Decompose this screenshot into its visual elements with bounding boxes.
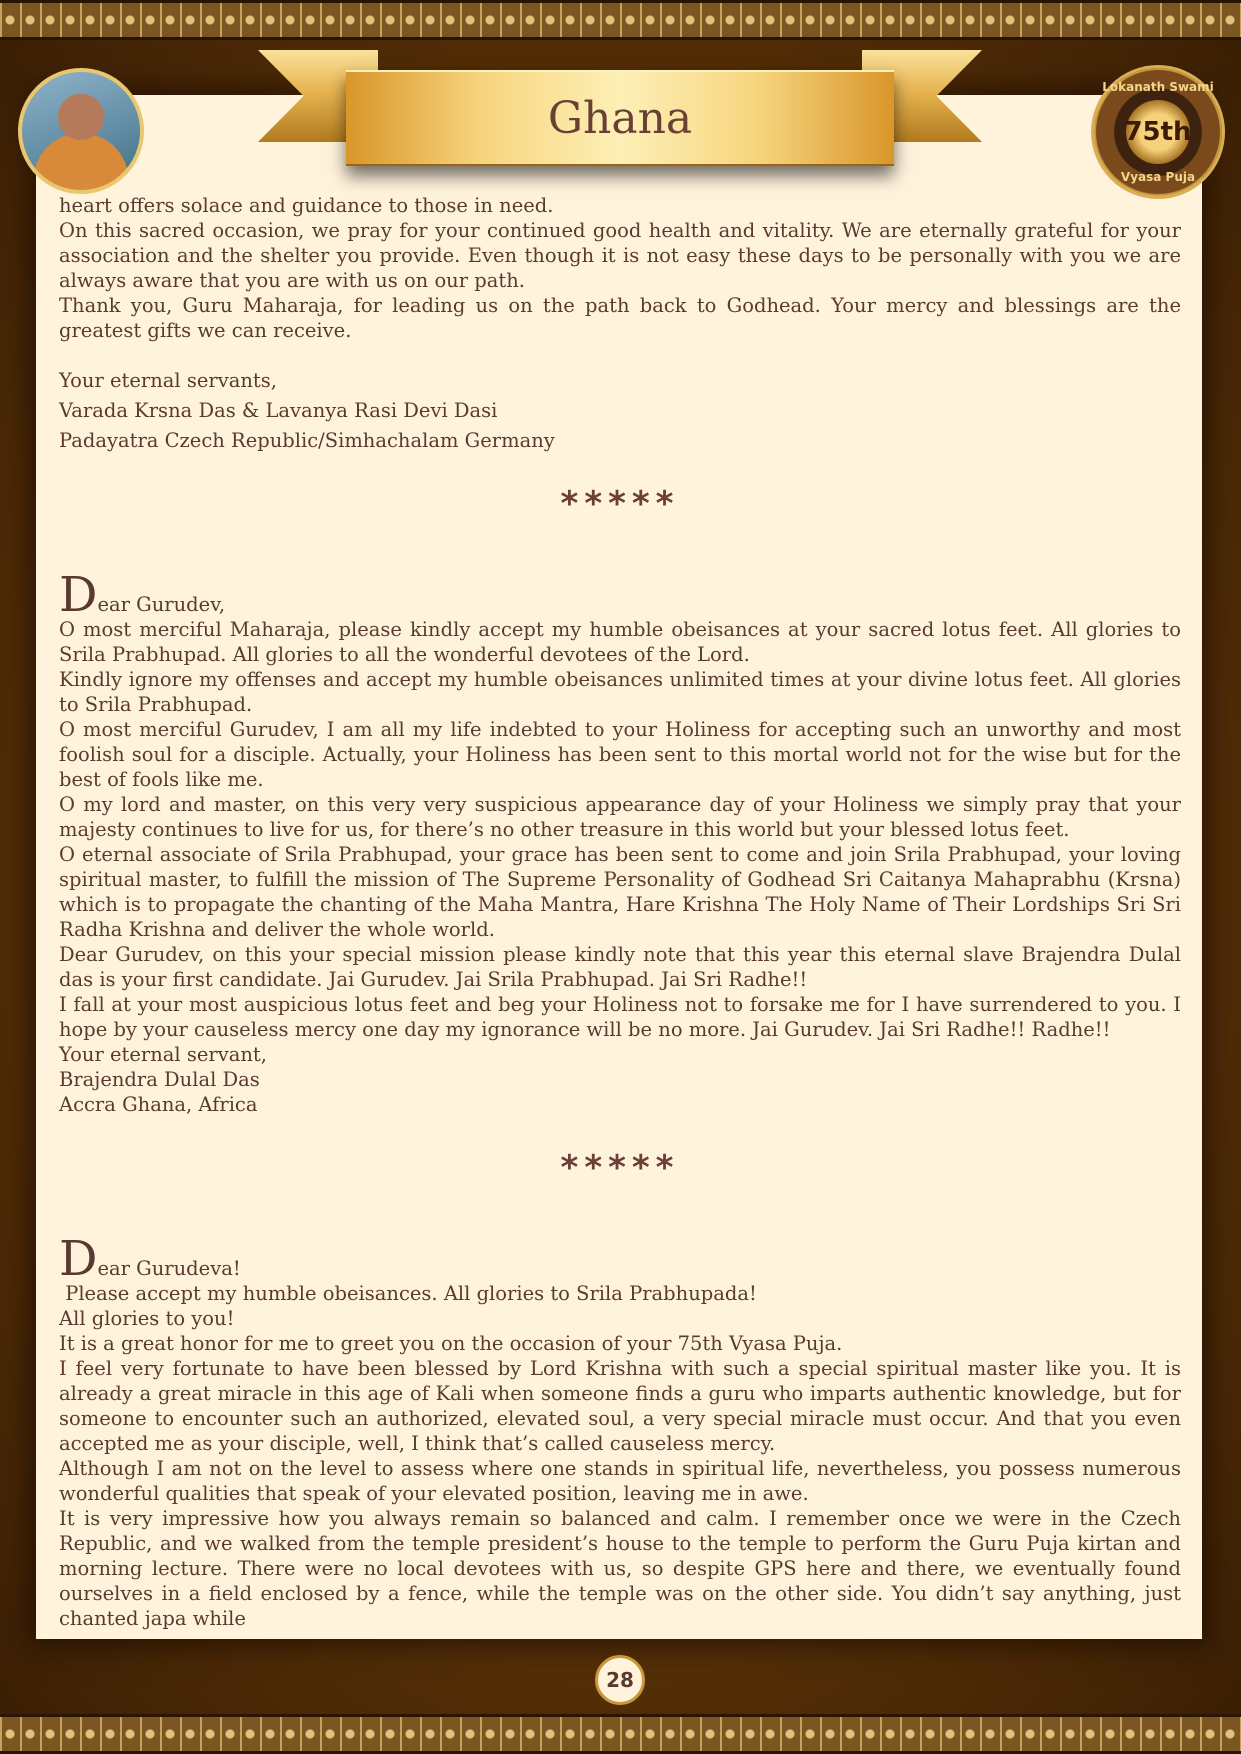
signature-name: Brajendra Dulal Das: [59, 1068, 260, 1091]
signature-place: Accra Ghana, Africa: [59, 1093, 258, 1116]
paragraph: Kindly ignore my offenses and accept my humble obeisances unlimited times at your divine lotus feet. All glories to Srila Prabhupad.: [59, 668, 1181, 716]
paragraph: All glories to you!: [59, 1307, 235, 1330]
badge-number: 75th: [1124, 117, 1192, 147]
paragraph: It is very impressive how you always remain so balanced and calm. I remember once we were in the Czech Republic, and we walked from the temple president’s house to the temple to perform the Guru Puja kirtan and morning lecture. There were no local devotees with us, so despite GPS here and there, we eventually found ourselves in a field enclosed by a fence, while the temple was on the other side. You didn’t say anything, just chanted japa while: [59, 1507, 1181, 1630]
badge-medallion: [1126, 100, 1190, 164]
drop-cap: D: [59, 1231, 98, 1287]
ribbon-banner: [346, 70, 894, 166]
anniversary-badge: [1094, 68, 1222, 196]
paragraph: Although I am not on the level to assess where one stands in spiritual life, nevertheless, you possess numerous wonderful qualities that speak of your elevated position, leaving me in awe.: [59, 1457, 1181, 1505]
paragraph: Dear Gurudev, on this your special mission please kindly note that this year this eternal slave Brajendra Dulal das is your first candidate. Jai Gurudev. Jai Srila Prabhupad. Jai Sri Radhe!!: [59, 943, 1181, 991]
paragraph: I fall at your most auspicious lotus feet and beg your Holiness not to forsake me for I have surrendered to you. I hope by your causeless mercy one day my ignorance will be no more. Jai Gurudev. Jai Sri Radhe!! Radhe!!: [59, 993, 1181, 1041]
paragraph: heart offers solace and guidance to those in need.: [59, 194, 554, 217]
paragraph: Please accept my humble obeisances. All glories to Srila Prabhupada!: [59, 1282, 757, 1305]
letter-2: [59, 567, 1181, 1117]
badge-top-text: Lokanath Swami: [1102, 80, 1214, 94]
page-number: 28: [595, 1655, 645, 1705]
section-separator: *****: [560, 1148, 680, 1188]
section-separator: *****: [560, 484, 680, 524]
letters-content: [59, 193, 1181, 1631]
paragraph: I feel very fortunate to have been blessed by Lord Krishna with such a special spiritual master like you. It is already a great miracle in this age of Kali when someone finds a guru who imparts authentic knowledge, but for someone to encounter such an authorized, elevated soul, a very special miracle must occur. And that you even accepted me as your disciple, well, I think that’s called causeless mercy.: [59, 1357, 1181, 1455]
letter-greeting: [59, 567, 1181, 623]
signature-names: Varada Krsna Das & Lavanya Rasi Devi Dasi: [59, 399, 498, 422]
letter-greeting: [59, 1231, 1181, 1287]
closing-line: Your eternal servants,: [59, 369, 277, 392]
title-ribbon: [258, 50, 982, 180]
badge-bottom-text: Vyasa Puja: [1120, 170, 1196, 184]
closing-line: Your eternal servant,: [59, 1043, 267, 1066]
page-title: Ghana: [547, 92, 693, 144]
greeting-text: ear Gurudeva!: [97, 1257, 241, 1280]
bottom-border: [0, 1714, 1241, 1754]
letter-3: [59, 1231, 1181, 1631]
paragraph: O my lord and master, on this very very suspicious appearance day of your Holiness we simply pray that your majesty continues to live for us, for there’s no other treasure in this world but your blessed lotus feet.: [59, 793, 1181, 841]
guru-portrait-image: [18, 68, 144, 194]
paragraph: Thank you, Guru Maharaja, for leading us on the path back to Godhead. Your mercy and blessings are the greatest gifts we can receive.: [59, 294, 1181, 342]
letter-1: [59, 193, 1181, 453]
paragraph: O most merciful Gurudev, I am all my life indebted to your Holiness for accepting such an unworthy and most foolish soul for a disciple. Actually, your Holiness has been sent to this mortal world not for the wise but for the best of fools like me.: [59, 718, 1181, 791]
paragraph: O eternal associate of Srila Prabhupad, your grace has been sent to come and join Srila Prabhupad, your loving spiritual master, to fulfill the mission of The Supreme Personality of Godhead Sri Caitanya Mahaprabhu (Krsna) which is to propagate the chanting of the Maha Mantra, Hare Krishna The Holy Name of Their Lordships Sri Sri Radha Krishna and deliver the whole world.: [59, 843, 1181, 941]
paragraph: It is a great honor for me to greet you on the occasion of your 75th Vyasa Puja.: [59, 1332, 843, 1355]
top-border: [0, 0, 1241, 40]
drop-cap: D: [59, 567, 98, 623]
greeting-text: ear Gurudev,: [97, 593, 226, 616]
paragraph: O most merciful Maharaja, please kindly accept my humble obeisances at your sacred lotus feet. All glories to Srila Prabhupad. All glories to all the wonderful devotees of the Lord.: [59, 618, 1181, 666]
paragraph: On this sacred occasion, we pray for your continued good health and vitality. We are eternally grateful for your association and the shelter you provide. Even though it is not easy these days to be personally with you we are always aware that you are with us on our path.: [59, 219, 1181, 292]
signature-place: Padayatra Czech Republic/Simhachalam Germany: [59, 429, 555, 452]
